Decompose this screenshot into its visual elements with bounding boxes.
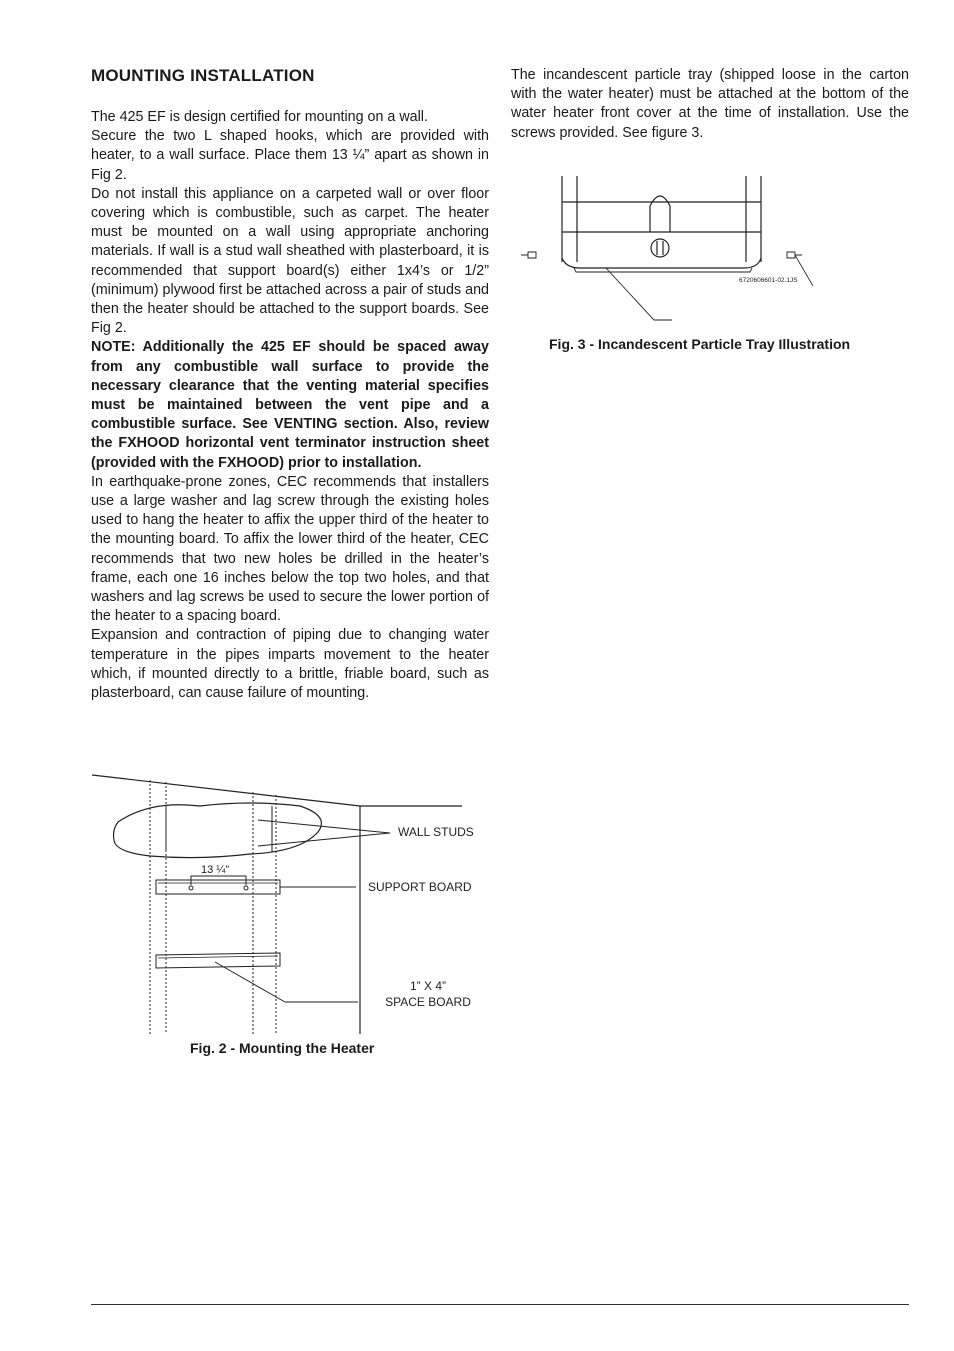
- figure-2: [88, 770, 488, 1038]
- paragraph-certification: The 425 EF is design certified for mounting on a wall.: [91, 109, 428, 125]
- label-wall-studs: WALL STUDS: [398, 825, 474, 839]
- section-title: MOUNTING INSTALLATION: [91, 66, 315, 85]
- label-space-board: SPACE BOARD: [385, 995, 471, 1009]
- paragraph-carpet-warning: Do not install this appliance on a carpeted wall or over floor covering which is combustible, such as carpet. The heater must be mounted on a wall using appropriate anchoring materials. If wall is a stud wall sheathed with plasterboard, it is recommended that support board(s) either 1x4’s or 1/2” (minimum) plywood first be attached across a pair of studs and then the heater should be attached to the support boards. See Fig 2.: [91, 185, 489, 337]
- figure-2-caption: Fig. 2 - Mounting the Heater: [190, 1040, 375, 1056]
- paragraph-particle-tray: The incandescent particle tray (shipped loose in the carton with the water heater) must be attached at the bottom of the water heater front cover at the time of installation. Use the screws provided. See figure 3.: [511, 67, 909, 141]
- footer-divider: [91, 1304, 909, 1305]
- figure-3: [515, 170, 825, 330]
- label-space-board-size: 1” X 4”: [409, 979, 447, 993]
- dimension-label: 13 ¼”: [201, 864, 230, 876]
- part-code: 6720606601-02.1JS: [739, 277, 798, 284]
- note-clearance: NOTE: Additionally the 425 EF should be spaced away from any combustible wall surface to provide the necessary clearance that the venting material specifies must be maintained between the vent pipe and a combustible surface. See VENTING section. Also, review the FXHOOD horizontal vent terminator instruction sheet (provided with the FXHOOD) prior to installation.: [91, 339, 489, 471]
- mounting-diagram: [88, 770, 488, 1038]
- paragraph-earthquake: In earthquake-prone zones, CEC recommends that installers use a large washer and lag screw through the existing holes used to hang the heater to affix the upper third of the heater to the mounting board. To affix the lower third of the heater, CEC recommends that two new holes be drilled in the heater’s frame, each one 16 inches below the top two holes, and that washers and lag screws be used to secure the lower portion of the heater to a spacing board.: [91, 473, 489, 625]
- paragraph-hooks: Secure the two L shaped hooks, which are provided with heater, to a wall surface. Place them 13 ¼” apart as shown in Fig 2.: [91, 128, 489, 183]
- label-support-board: SUPPORT BOARD: [368, 880, 472, 894]
- particle-tray-illustration: [515, 170, 825, 330]
- left-column: [91, 108, 489, 703]
- right-column: [511, 66, 909, 143]
- figure-3-caption: Fig. 3 - Incandescent Particle Tray Illustration: [549, 336, 851, 352]
- paragraph-expansion: Expansion and contraction of piping due to changing water temperature in the pipes imparts movement to the heater which, if mounted directly to a brittle, friable board, such as plasterboard, can cause failure of mounting.: [91, 627, 489, 702]
